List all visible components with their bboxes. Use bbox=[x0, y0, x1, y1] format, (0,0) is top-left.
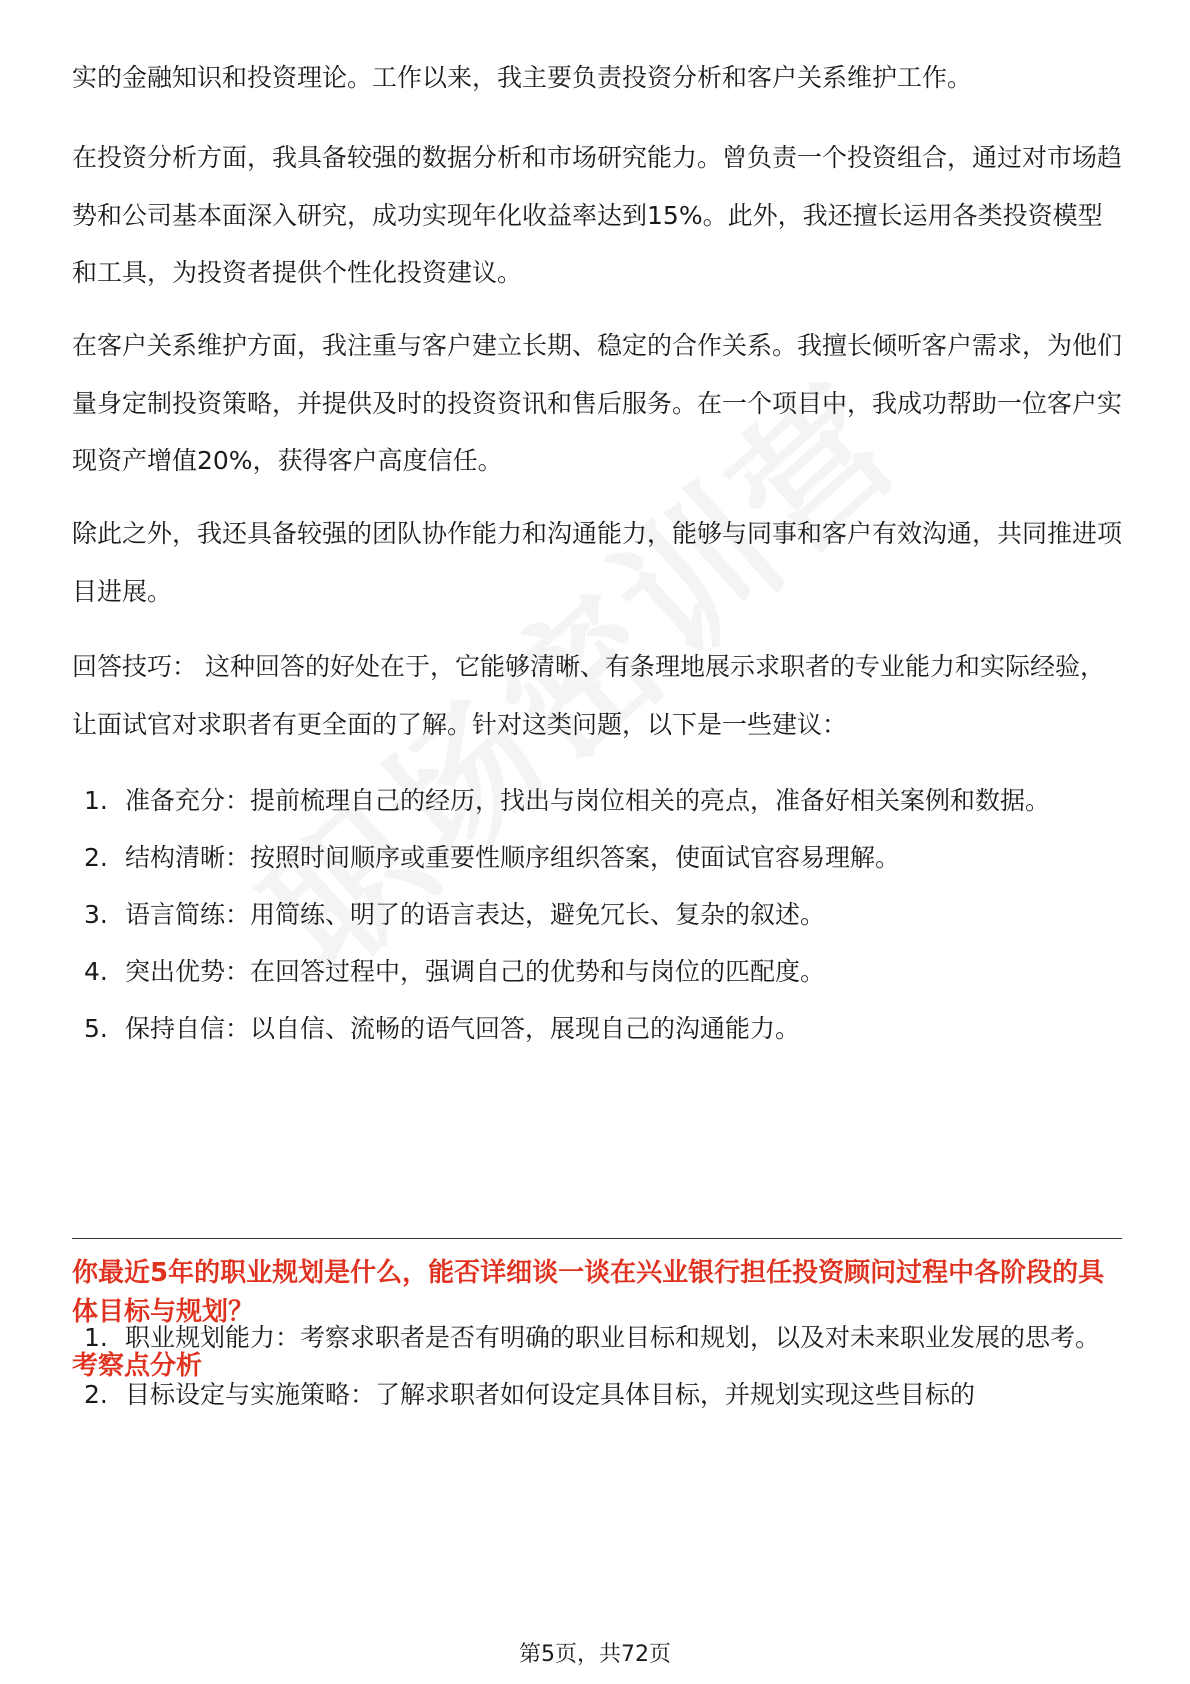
tips-list bbox=[72, 772, 1122, 1057]
paragraph-teamwork: 除此之外，我还具备较强的团队协作能力和沟通能力，能够与同事和客户有效沟通，共同推进项目进展。 bbox=[72, 519, 1123, 606]
analysis-heading: 考察点分析 bbox=[72, 1351, 203, 1381]
section-divider bbox=[72, 1238, 1122, 1239]
page-number: 第5页，共72页 bbox=[519, 1642, 671, 1667]
paragraph-answer-tips: 回答技巧： 这种回答的好处在于，它能够清晰、有条理地展示求职者的专业能力和实际经验，让面试官对求职者有更全面的了解。针对这类问题，以下是一些建议： bbox=[72, 652, 1105, 739]
list-item: 2. 结构清晰：按照时间顺序或重要性顺序组织答案，使面试官容易理解。 bbox=[84, 843, 901, 872]
list-item: 1. 职业规划能力：考察求职者是否有明确的职业目标和规划，以及对未来职业发展的思考。 bbox=[84, 1323, 1101, 1352]
paragraph-client-relations: 在客户关系维护方面，我注重与客户建立长期、稳定的合作关系。我擅长倾听客户需求，为他们量身定制投资策略，并提供及时的投资资讯和售后服务。在一个项目中，我成功帮助一位客户实现资产增值20%，获得客户高度信任。 bbox=[72, 331, 1123, 475]
list-item: 5. 保持自信：以自信、流畅的语气回答，展现自己的沟通能力。 bbox=[84, 1014, 801, 1043]
list-item: 3. 语言简练：用简练、明了的语言表达，避免冗长、复杂的叙述。 bbox=[84, 900, 826, 929]
list-item: 1. 准备充分：提前梳理自己的经历，找出与岗位相关的亮点，准备好相关案例和数据。 bbox=[84, 786, 1051, 815]
question-heading: 你最近5年的职业规划是什么，能否详细谈一谈在兴业银行担任投资顾问过程中各阶段的具体目标与规划？ bbox=[72, 1258, 1105, 1327]
paragraph-investment-analysis: 在投资分析方面，我具备较强的数据分析和市场研究能力。曾负责一个投资组合，通过对市场趋势和公司基本面深入研究，成功实现年化收益率达到15%。此外，我还擅长运用各类投资模型和工具，为投资者提供个性化投资建议。 bbox=[72, 143, 1123, 287]
paragraph-intro: 实的金融知识和投资理论。工作以来，我主要负责投资分析和客户关系维护工作。 bbox=[72, 63, 973, 92]
list-item: 4. 突出优势：在回答过程中，强调自己的优势和与岗位的匹配度。 bbox=[84, 957, 826, 986]
list-item: 2. 目标设定与实施策略：了解求职者如何设定具体目标，并规划实现这些目标的 bbox=[84, 1380, 976, 1409]
analysis-list bbox=[72, 1309, 1122, 1423]
